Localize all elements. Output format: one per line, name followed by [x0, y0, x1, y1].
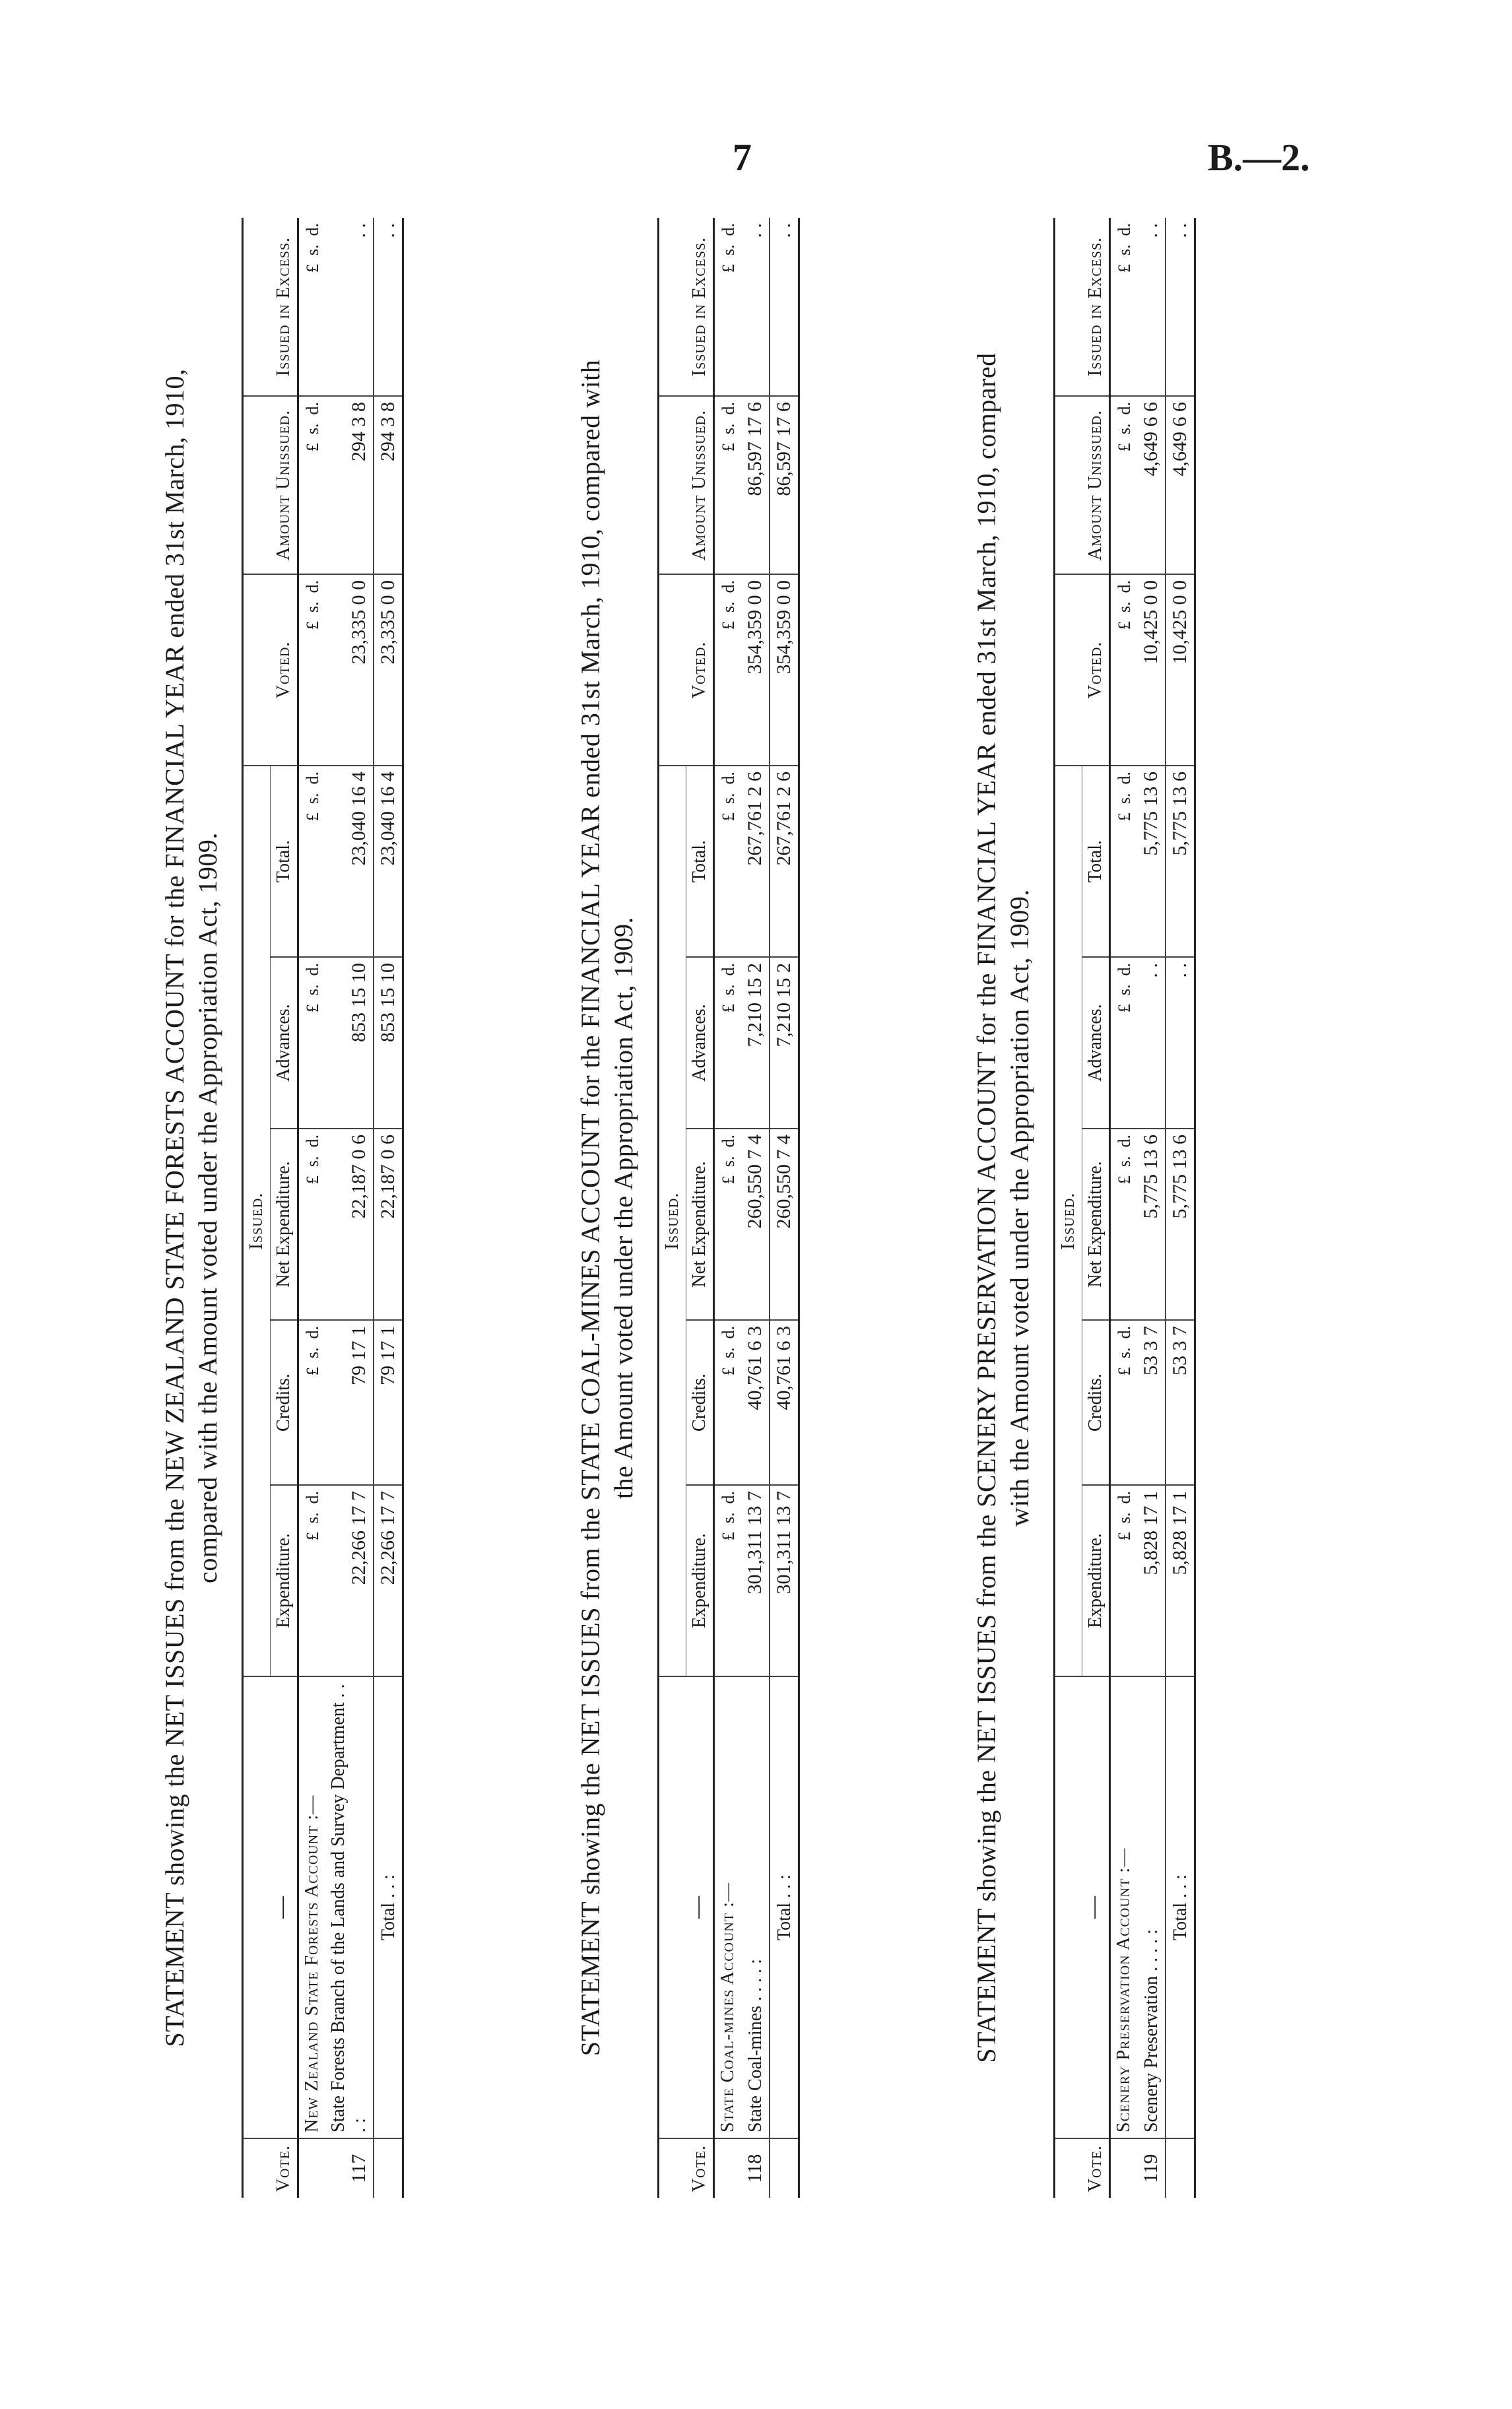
vote-number: 117: [298, 2138, 374, 2198]
account-item: State Forests Branch of the Lands and Survey Department . . . :: [328, 1684, 370, 2132]
units-label: £ s. d.: [298, 396, 326, 574]
cell-net-expenditure: 5,775 13 6: [1137, 1129, 1166, 1320]
units-label: £ s. d.: [298, 574, 326, 766]
total-credits: 79 17 1: [374, 1320, 403, 1485]
header-issued-in-excess: Issued in Excess.: [1055, 218, 1110, 396]
cell-credits: 53 3 7: [1137, 1320, 1166, 1485]
units-label: £ s. d.: [714, 1320, 742, 1485]
units-label: £ s. d.: [714, 574, 742, 766]
units-label: £ s. d.: [1110, 766, 1138, 957]
total-row: [374, 218, 403, 2198]
statement-heading: [158, 218, 224, 2198]
header-voted: Voted.: [243, 574, 298, 766]
total-voted: 354,359 0 0: [770, 574, 799, 766]
statement-title: STATEMENT showing the NET ISSUES from the NEW ZEALAND STATE FORESTS ACCOUNT for the FINANCIAL YEAR ended 31st March, 1910,: [160, 368, 189, 2047]
units-label: £ s. d.: [1110, 396, 1138, 574]
total-label: Total . . :: [770, 1676, 799, 2138]
total-amount-unissued: 86,597 17 6: [770, 396, 799, 574]
cell-expenditure: 5,828 17 1: [1137, 1485, 1166, 1676]
cell-issued-in-excess: . .: [325, 218, 374, 396]
cell-credits: 40,761 6 3: [741, 1320, 770, 1485]
total-issued-in-excess: . .: [770, 218, 799, 396]
cell-expenditure: 22,266 17 7: [325, 1485, 374, 1676]
total-advances: 7,210 15 2: [770, 957, 799, 1129]
statement-title: STATEMENT showing the NET ISSUES from the STATE COAL-MINES ACCOUNT for the FINANCIAL YEAR ended 31st March, 1910, compared with: [575, 359, 605, 2057]
units-label: £ s. d.: [298, 766, 326, 957]
units-label: £ s. d.: [1110, 1485, 1138, 1676]
header-advances: Advances.: [1082, 957, 1110, 1129]
header-issued-in-excess: Issued in Excess.: [659, 218, 714, 396]
header-vote: Vote.: [659, 2138, 714, 2198]
header-issued: Issued.: [1055, 766, 1082, 1676]
units-label: £ s. d.: [714, 766, 742, 957]
header-dash: —: [1055, 1676, 1110, 2138]
header-net-expenditure: Net Expenditure.: [686, 1129, 714, 1320]
cell-voted: 354,359 0 0: [741, 574, 770, 766]
cell-total: 23,040 16 4: [325, 766, 374, 957]
header-expenditure: Expenditure.: [1082, 1485, 1110, 1676]
header-total: Total.: [271, 766, 298, 957]
vote-number: 119: [1110, 2138, 1166, 2198]
vote-number: 118: [714, 2138, 770, 2198]
cell-amount-unissued: 294 3 8: [325, 396, 374, 574]
cell-issued-in-excess: . .: [1137, 218, 1166, 396]
cell-advances: 7,210 15 2: [741, 957, 770, 1129]
statement-heading: [970, 218, 1036, 2198]
header-expenditure: Expenditure.: [271, 1485, 298, 1676]
header-amount-unissued: Amount Unissued.: [1055, 396, 1110, 574]
header-credits: Credits.: [1082, 1320, 1110, 1485]
cell-advances: . .: [1137, 957, 1166, 1129]
header-voted: Voted.: [1055, 574, 1110, 766]
units-label: £ s. d.: [298, 1129, 326, 1320]
header-net-expenditure: Net Expenditure.: [1082, 1129, 1110, 1320]
cell-advances: 853 15 10: [325, 957, 374, 1129]
units-label: £ s. d.: [298, 1320, 326, 1485]
total-expenditure: 301,311 13 7: [770, 1485, 799, 1676]
total-advances: 853 15 10: [374, 957, 403, 1129]
units-label: £ s. d.: [714, 1485, 742, 1676]
header-credits: Credits.: [686, 1320, 714, 1485]
statement-title: STATEMENT showing the NET ISSUES from the SCENERY PRESERVATION ACCOUNT for the FINANCIAL YEAR ended 31st March, 1910, compared: [971, 352, 1001, 2063]
total-advances: . .: [1166, 957, 1195, 1129]
account-name: New Zealand State Forests Account :—: [298, 1676, 326, 2138]
total-row: [1166, 218, 1195, 2198]
cell-voted: 10,425 0 0: [1137, 574, 1166, 766]
cell-net-expenditure: 260,550 7 4: [741, 1129, 770, 1320]
statement-table: [657, 218, 800, 2198]
cell-amount-unissued: 4,649 6 6: [1137, 396, 1166, 574]
total-voted: 10,425 0 0: [1166, 574, 1195, 766]
account-item: Scenery Preservation . . . . :: [1141, 1929, 1162, 2132]
total-issued-in-excess: . .: [1166, 218, 1195, 396]
total-row: [770, 218, 799, 2198]
header-total: Total.: [1082, 766, 1110, 957]
header-issued: Issued.: [659, 766, 686, 1676]
statement-table: [1053, 218, 1196, 2198]
total-total: 267,761 2 6: [770, 766, 799, 957]
header-net-expenditure: Net Expenditure.: [271, 1129, 298, 1320]
header-advances: Advances.: [271, 957, 298, 1129]
header-advances: Advances.: [686, 957, 714, 1129]
units-label: £ s. d.: [1110, 1320, 1138, 1485]
header-expenditure: Expenditure.: [686, 1485, 714, 1676]
units-label: £ s. d.: [298, 1485, 326, 1676]
cell-amount-unissued: 86,597 17 6: [741, 396, 770, 574]
header-total: Total.: [686, 766, 714, 957]
statement-subtitle: the Amount voted under the Appropriation Act, 1909.: [608, 916, 638, 1500]
total-total: 5,775 13 6: [1166, 766, 1195, 957]
statement-state-forests: [158, 218, 488, 2198]
units-label: £ s. d.: [714, 218, 742, 396]
total-amount-unissued: 294 3 8: [374, 396, 403, 574]
total-credits: 53 3 7: [1166, 1320, 1195, 1485]
statement-subtitle: with the Amount voted under the Appropriation Act, 1909.: [1004, 889, 1034, 1527]
statement-heading: [574, 218, 640, 2198]
account-name: Scenery Preservation Account :—: [1110, 1676, 1138, 2138]
header-issued: Issued.: [243, 766, 271, 1676]
cell-issued-in-excess: . .: [741, 218, 770, 396]
cell-total: 267,761 2 6: [741, 766, 770, 957]
statement-subtitle: compared with the Amount voted under the Appropriation Act, 1909.: [193, 832, 222, 1583]
units-label: £ s. d.: [714, 396, 742, 574]
total-issued-in-excess: . .: [374, 218, 403, 396]
total-amount-unissued: 4,649 6 6: [1166, 396, 1195, 574]
page-number: 7: [733, 136, 752, 179]
header-issued-in-excess: Issued in Excess.: [243, 218, 298, 396]
units-label: £ s. d.: [1110, 957, 1138, 1129]
total-expenditure: 22,266 17 7: [374, 1485, 403, 1676]
header-voted: Voted.: [659, 574, 714, 766]
cell-credits: 79 17 1: [325, 1320, 374, 1485]
total-net-expenditure: 5,775 13 6: [1166, 1129, 1195, 1320]
total-net-expenditure: 22,187 0 6: [374, 1129, 403, 1320]
header-vote: Vote.: [1055, 2138, 1110, 2198]
units-label: £ s. d.: [1110, 574, 1138, 766]
statement-state-coal-mines: [574, 218, 904, 2198]
statement-scenery-preservation: [970, 218, 1300, 2198]
account-item: State Coal-mines . . . . :: [745, 1959, 766, 2132]
units-label: £ s. d.: [298, 957, 326, 1129]
header-dash: —: [243, 1676, 298, 2138]
header-amount-unissued: Amount Unissued.: [243, 396, 298, 574]
total-net-expenditure: 260,550 7 4: [770, 1129, 799, 1320]
total-label: Total . . :: [374, 1676, 403, 2138]
total-label: Total . . :: [1166, 1676, 1195, 2138]
statement-table: [242, 218, 404, 2198]
page-code: B.—2.: [1208, 136, 1310, 179]
header-vote: Vote.: [243, 2138, 298, 2198]
cell-voted: 23,335 0 0: [325, 574, 374, 766]
total-total: 23,040 16 4: [374, 766, 403, 957]
cell-expenditure: 301,311 13 7: [741, 1485, 770, 1676]
units-label: £ s. d.: [1110, 218, 1138, 396]
header-amount-unissued: Amount Unissued.: [659, 396, 714, 574]
cell-total: 5,775 13 6: [1137, 766, 1166, 957]
units-label: £ s. d.: [714, 1129, 742, 1320]
units-label: £ s. d.: [298, 218, 326, 396]
header-dash: —: [659, 1676, 714, 2138]
units-label: £ s. d.: [714, 957, 742, 1129]
account-name: State Coal-mines Account :—: [714, 1676, 742, 2138]
units-label: £ s. d.: [1110, 1129, 1138, 1320]
total-expenditure: 5,828 17 1: [1166, 1485, 1195, 1676]
cell-net-expenditure: 22,187 0 6: [325, 1129, 374, 1320]
total-voted: 23,335 0 0: [374, 574, 403, 766]
header-credits: Credits.: [271, 1320, 298, 1485]
total-credits: 40,761 6 3: [770, 1320, 799, 1485]
